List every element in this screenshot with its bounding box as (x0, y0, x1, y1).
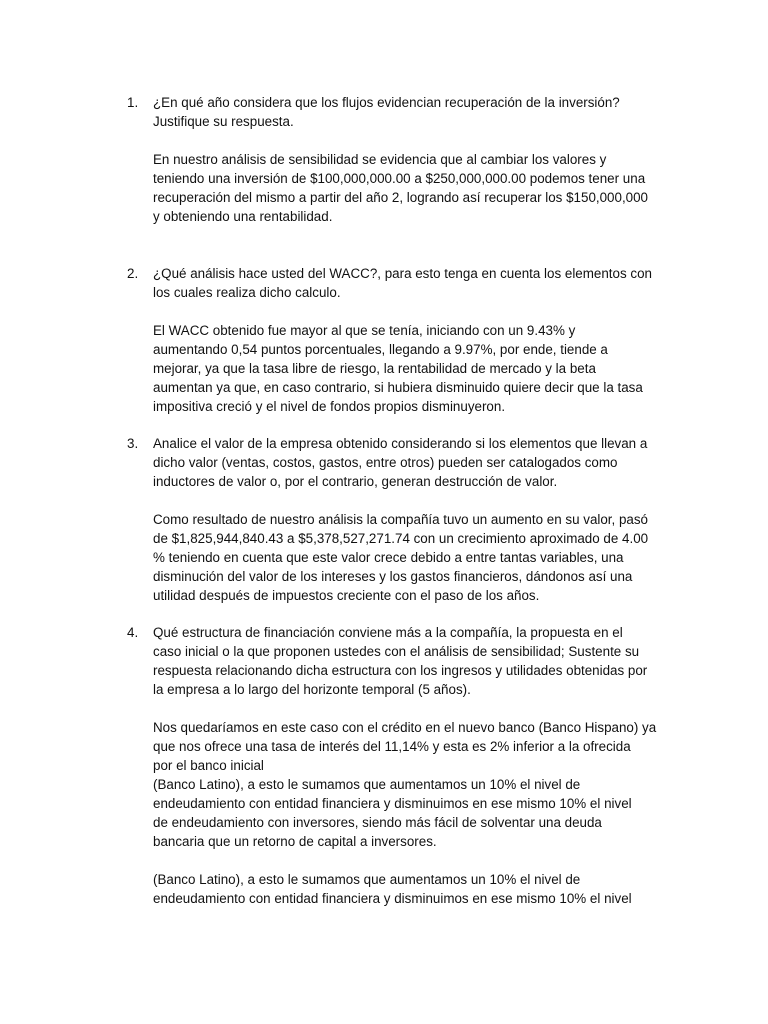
question-text-line: caso inicial o la que proponen ustedes con el análisis de sensibilidad; Sustente su (153, 644, 640, 659)
answer-text-line: % teniendo en cuenta que este valor crece debido a entre tantas variables, una (153, 550, 624, 565)
answer-text-line: (Banco Latino), a esto le sumamos que aumentamos un 10% el nivel de (153, 777, 581, 792)
question-text-line: Justifique su respuesta. (153, 114, 294, 129)
answer-text-line: Nos quedaríamos en este caso con el crédito en el nuevo banco (Banco Hispano) ya (153, 720, 657, 735)
question-text-line: la empresa a lo largo del horizonte temporal (5 años). (153, 682, 471, 697)
question-text-line: inductores de valor o, por el contrario, generan destrucción de valor. (153, 474, 558, 489)
question-text-line: respuesta relacionando dicha estructura con los ingresos y utilidades obtenidas por (153, 663, 648, 678)
answer-text-line: endeudamiento con entidad financiera y disminuimos en ese mismo 10% el nivel (153, 891, 632, 906)
question-text-line: ¿Qué análisis hace usted del WACC?, para esto tenga en cuenta los elementos con (153, 266, 652, 281)
question-text-line: Analice el valor de la empresa obtenido considerando si los elementos que llevan a (153, 436, 648, 451)
answer-text-line: por el banco inicial (153, 758, 264, 773)
answer-text-line: endeudamiento con entidad financiera y disminuimos en ese mismo 10% el nivel (153, 796, 632, 811)
answer-text-line: Como resultado de nuestro análisis la compañía tuvo un aumento en su valor, pasó (153, 512, 649, 527)
question-number: 2. (127, 266, 139, 281)
answer-text-line: y obteniendo una rentabilidad. (153, 209, 333, 224)
answer-text-line: El WACC obtenido fue mayor al que se tenía, iniciando con un 9.43% y (153, 323, 576, 338)
answer-text-line: teniendo una inversión de $100,000,000.00 a $250,000,000.00 podemos tener una (153, 171, 646, 186)
answer-text-line: (Banco Latino), a esto le sumamos que aumentamos un 10% el nivel de (153, 872, 581, 887)
question-number: 3. (127, 436, 139, 451)
answer-text-line: mejorar, ya que la tasa libre de riesgo, la rentabilidad de mercado y la beta (153, 361, 596, 376)
answer-text-line: de endeudamiento con inversores, siendo más fácil de solventar una deuda (153, 815, 602, 830)
question-text-line: Qué estructura de financiación conviene más a la compañía, la propuesta en el (153, 625, 623, 640)
answer-text-line: aumentando 0,54 puntos porcentuales, llegando a 9.97%, por ende, tiende a (153, 342, 608, 357)
answer-text-line: bancaria que un retorno de capital a inversores. (153, 834, 437, 849)
question-text-line: dicho valor (ventas, costos, gastos, entre otros) pueden ser catalogados como (153, 455, 618, 470)
answer-text-line: impositiva creció y el nivel de fondos propios disminuyeron. (153, 399, 506, 414)
answer-text-line: En nuestro análisis de sensibilidad se evidencia que al cambiar los valores y (153, 152, 607, 167)
answer-text-line: recuperación del mismo a partir del año 2, logrando así recuperar los $150,000,000 (153, 190, 649, 205)
question-number: 4. (127, 625, 139, 640)
question-number: 1. (127, 95, 139, 110)
answer-text-line: aumentan ya que, en caso contrario, si hubiera disminuido quiere decir que la tasa (153, 380, 643, 395)
question-text-line: ¿En qué año considera que los flujos evidencian recuperación de la inversión? (153, 95, 620, 110)
answer-text-line: de $1,825,944,840.43 a $5,378,527,271.74 con un crecimiento aproximado de 4.00 (153, 531, 649, 546)
answer-text-line: que nos ofrece una tasa de interés del 11,14% y esta es 2% inferior a la ofrecida (153, 739, 631, 754)
answer-text-line: disminución del valor de los intereses y los gastos financieros, dándonos así una (153, 569, 633, 584)
answer-text-line: utilidad después de impuestos creciente con el paso de los años. (153, 588, 540, 603)
question-text-line: los cuales realiza dicho calculo. (153, 285, 341, 300)
